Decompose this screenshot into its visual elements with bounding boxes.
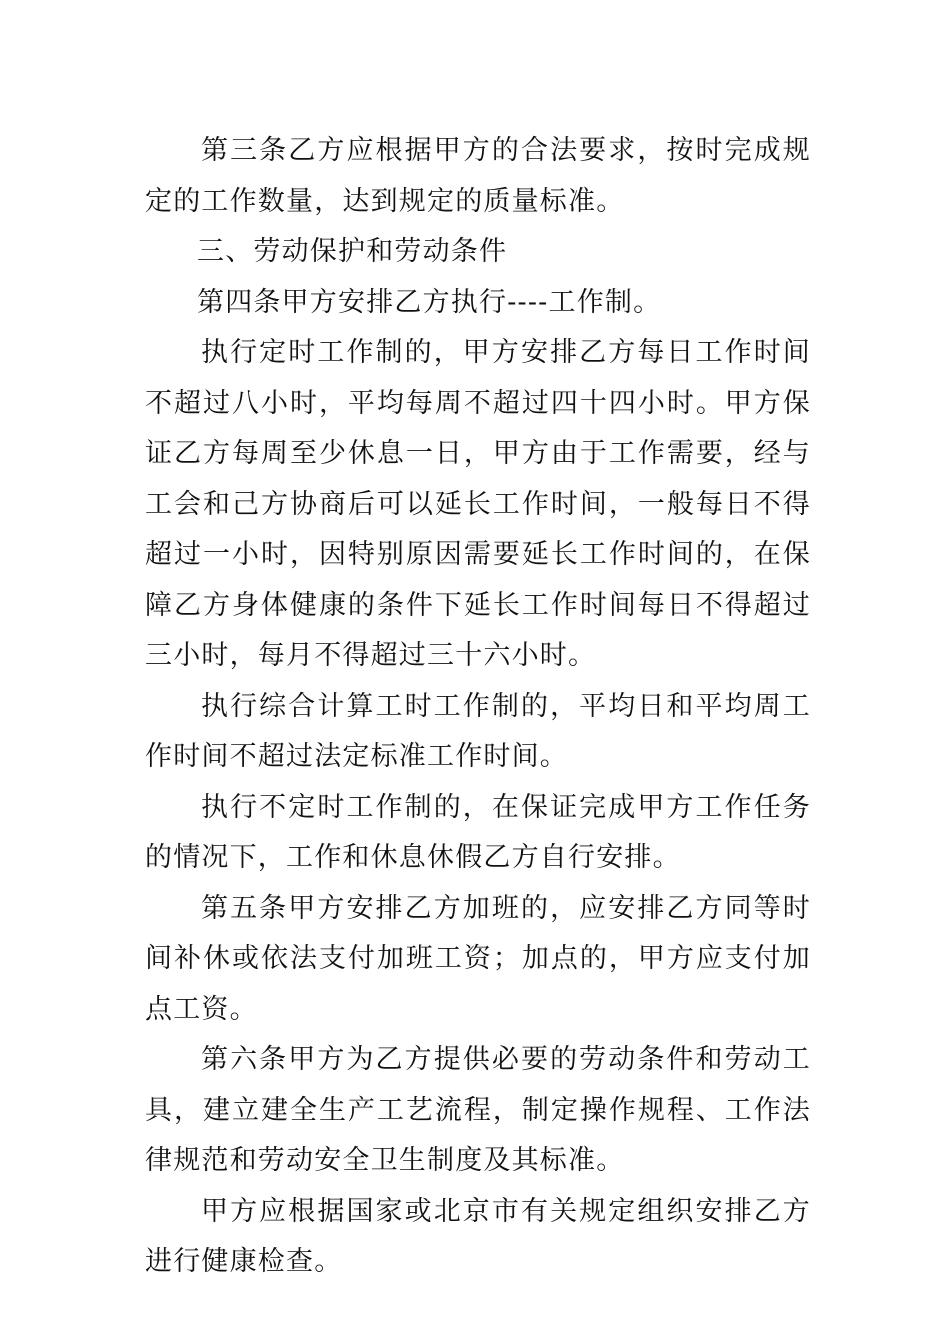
document-body (145, 126, 811, 1288)
paragraph-article-4: 第四条甲方安排乙方执行----工作制。 (197, 286, 662, 318)
paragraph-health-check: 甲方应根据国家或北京市有关规定组织安排乙方进行健康检查。 (145, 1195, 811, 1277)
paragraph-flexible-hours: 执行不定时工作制的，在保证完成甲方工作任务的情况下，工作和休息休假乙方自行安排。 (145, 791, 811, 873)
paragraph-standard-hours: 执行定时工作制的，甲方安排乙方每日工作时间不超过八小时，平均每周不超过四十四小时。甲方保证乙方每周至少休息一日，甲方由于工作需要，经与工会和己方协商后可以延长工作时间，一般每日不得超过一小时，因特别原因需要延长工作时间的，在保障乙方身体健康的条件下延长工作时间每日不得超过三小时，每月不得超过三十六小时。 (145, 337, 811, 671)
paragraph-article-5: 第五条甲方安排乙方加班的，应安排乙方同等时间补休或依法支付加班工资；加点的，甲方应支付加点工资。 (145, 892, 811, 1025)
paragraph-article-3: 第三条乙方应根据甲方的合法要求，按时完成规定的工作数量，达到规定的质量标准。 (145, 135, 811, 217)
section-heading-labor-protection: 三、劳动保护和劳动条件 (197, 236, 508, 267)
paragraph-comprehensive-hours: 执行综合计算工时工作制的，平均日和平均周工作时间不超过法定标准工作时间。 (145, 690, 811, 772)
paragraph-article-6: 第六条甲方为乙方提供必要的劳动条件和劳动工具，建立建全生产工艺流程，制定操作规程、工作法律规范和劳动安全卫生制度及其标准。 (145, 1044, 811, 1176)
